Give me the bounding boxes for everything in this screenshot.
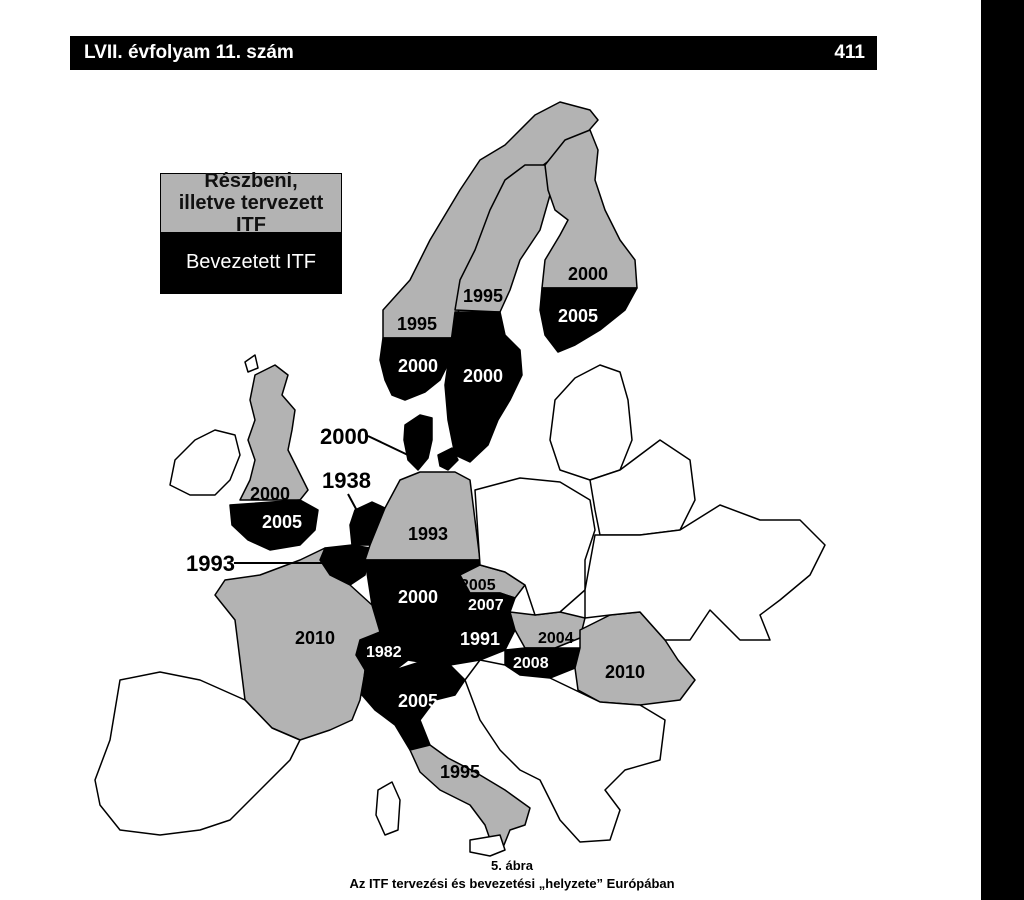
gb-partial xyxy=(240,365,308,500)
label-at-1991: 1991 xyxy=(460,629,501,649)
label-hu-2008: 2008 xyxy=(513,655,549,672)
label-de-2000: 2000 xyxy=(398,587,439,607)
sweden-introduced xyxy=(445,312,522,462)
label-ch-1982: 1982 xyxy=(366,644,402,661)
journal-issue: LVII. évfolyam 11. szám xyxy=(84,42,294,63)
figure-caption: Az ITF tervezési és bevezetési „helyzete” Európában xyxy=(349,876,675,891)
label-cz-2007: 2007 xyxy=(468,597,504,614)
label-fr-2010: 2010 xyxy=(295,628,336,648)
figure-number: 5. ábra xyxy=(491,858,533,873)
denmark-introduced xyxy=(404,415,432,470)
legend-partial-label: Részbeni, illetve tervezett ITF xyxy=(178,170,324,236)
shetland xyxy=(245,355,258,372)
ireland xyxy=(170,430,240,495)
legend-introduced-swatch xyxy=(161,232,341,293)
label-de-1993: 1993 xyxy=(408,524,449,544)
sicily xyxy=(470,835,505,856)
legend-introduced-label: Bevezetett ITF xyxy=(185,251,317,273)
label-fi-2005: 2005 xyxy=(558,306,599,326)
baltics xyxy=(550,365,632,480)
legend-partial-swatch xyxy=(161,170,341,236)
sardinia xyxy=(376,782,400,835)
label-be-1993: 1993 xyxy=(186,551,235,576)
label-cz-2005: 2005 xyxy=(460,577,496,594)
label-sk-2004: 2004 xyxy=(538,630,574,647)
label-gb-2000: 2000 xyxy=(250,484,291,504)
label-se-2000: 2000 xyxy=(463,366,504,386)
label-fi-2000: 2000 xyxy=(568,264,609,284)
label-dk-2000: 2000 xyxy=(320,424,369,449)
label-no-2000: 2000 xyxy=(398,356,439,376)
label-nl-1938: 1938 xyxy=(322,468,371,493)
page-number: 411 xyxy=(834,42,865,63)
label-it-2005: 2005 xyxy=(398,691,439,711)
germany-partial xyxy=(365,472,480,560)
label-it-1995: 1995 xyxy=(440,762,481,782)
label-gb-2005: 2005 xyxy=(262,512,303,532)
label-ro-2010: 2010 xyxy=(605,662,646,682)
label-no-1995: 1995 xyxy=(397,314,438,334)
label-se-1995: 1995 xyxy=(463,286,504,306)
map-legend xyxy=(160,170,342,294)
